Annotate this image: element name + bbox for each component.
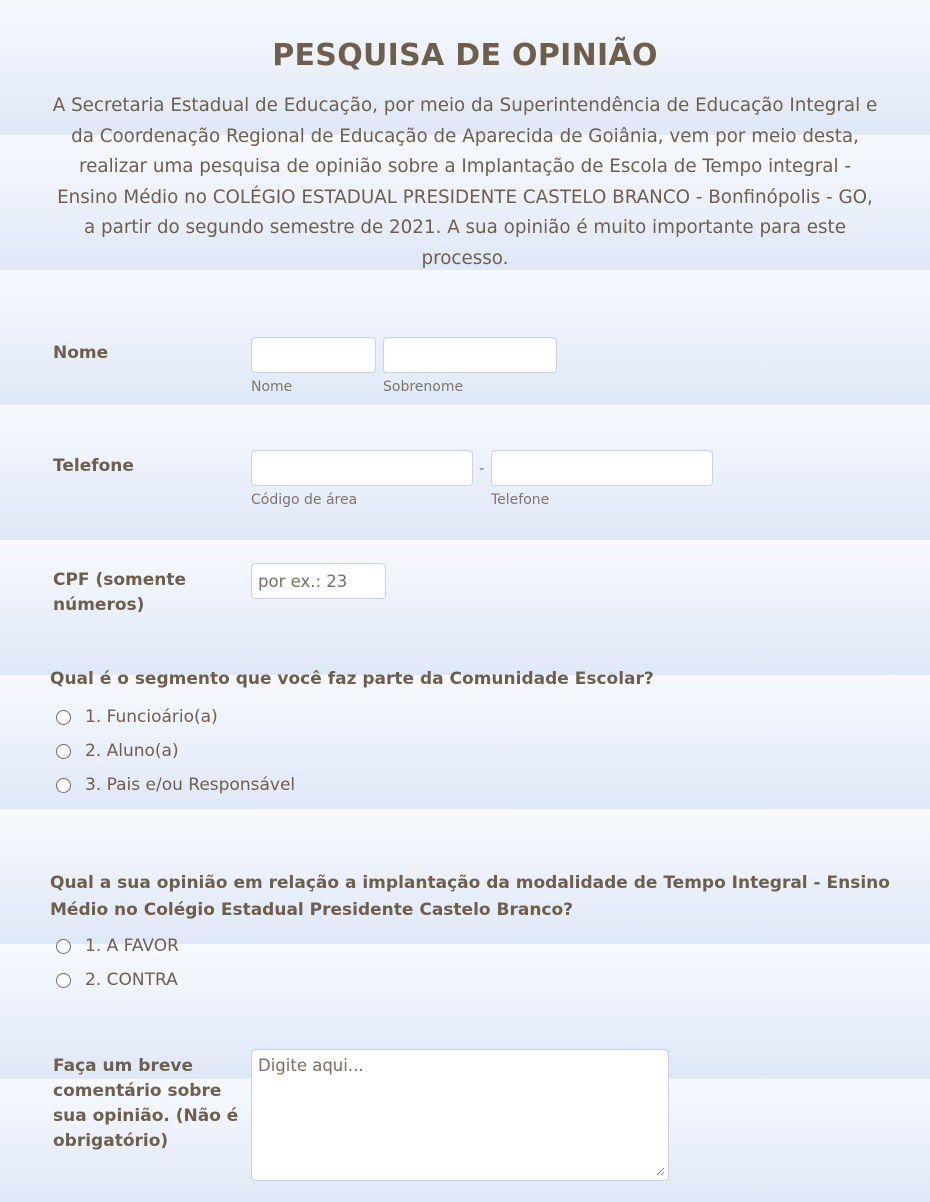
resize-grip-icon[interactable] <box>655 1166 665 1176</box>
comment-textarea[interactable] <box>251 1049 669 1181</box>
radio-button[interactable] <box>56 744 71 759</box>
radio-button[interactable] <box>56 710 71 725</box>
radio-button[interactable] <box>56 973 71 988</box>
segmento-option-3[interactable] <box>56 775 295 795</box>
first-name-input[interactable] <box>251 337 376 373</box>
area-code-sublabel: Código de área <box>251 492 358 508</box>
nome-label: Nome <box>53 343 109 363</box>
comentario-label: Faça um breve comentário sobre sua opinião. (Não é obrigatório) <box>53 1056 239 1151</box>
segmento-option-2[interactable] <box>56 741 179 761</box>
page-title: PESQUISA DE OPINIÃO <box>272 38 658 73</box>
option-label: 2. CONTRA <box>85 970 178 990</box>
radio-button[interactable] <box>56 778 71 793</box>
opiniao-option-contra[interactable] <box>56 970 178 990</box>
option-label: 1. Funcioário(a) <box>85 707 218 727</box>
phone-number-input[interactable] <box>491 450 713 486</box>
first-name-sublabel: Nome <box>251 379 293 395</box>
cpf-input[interactable] <box>251 563 386 599</box>
phone-number-sublabel: Telefone <box>491 492 550 508</box>
option-label: 1. A FAVOR <box>85 936 179 956</box>
area-code-input[interactable] <box>251 450 473 486</box>
opiniao-option-favor[interactable] <box>56 936 179 956</box>
option-label: 2. Aluno(a) <box>85 741 179 761</box>
last-name-sublabel: Sobrenome <box>383 379 464 395</box>
opiniao-question: Qual a sua opinião em relação a implantação da modalidade de Tempo Integral - Ensino Médio no Colégio Estadual Presidente Castelo Branco? <box>50 873 890 920</box>
segmento-option-1[interactable] <box>56 707 218 727</box>
cpf-label: CPF (somente números) <box>53 570 187 615</box>
phone-separator: - <box>479 459 485 477</box>
option-label: 3. Pais e/ou Responsável <box>85 775 296 795</box>
last-name-input[interactable] <box>383 337 557 373</box>
telefone-label: Telefone <box>53 456 134 476</box>
radio-button[interactable] <box>56 939 71 954</box>
intro-text: A Secretaria Estadual de Educação, por meio da Superintendência de Educação Integral e da Coordenação Regional de Educação de Aparecida de Goiânia, vem por meio desta, realizar uma pesquisa de opinião sobre a Implantação de Escola de Tempo integral - Ensino Médio no COLÉGIO ESTADUAL PRESIDENTE CASTELO BRANCO - Bonfinópolis - GO, a partir do segundo semestre de 2021. A sua opinião é muito importante para este processo. <box>52 95 878 269</box>
segmento-question: Qual é o segmento que você faz parte da Comunidade Escolar? <box>50 669 654 689</box>
